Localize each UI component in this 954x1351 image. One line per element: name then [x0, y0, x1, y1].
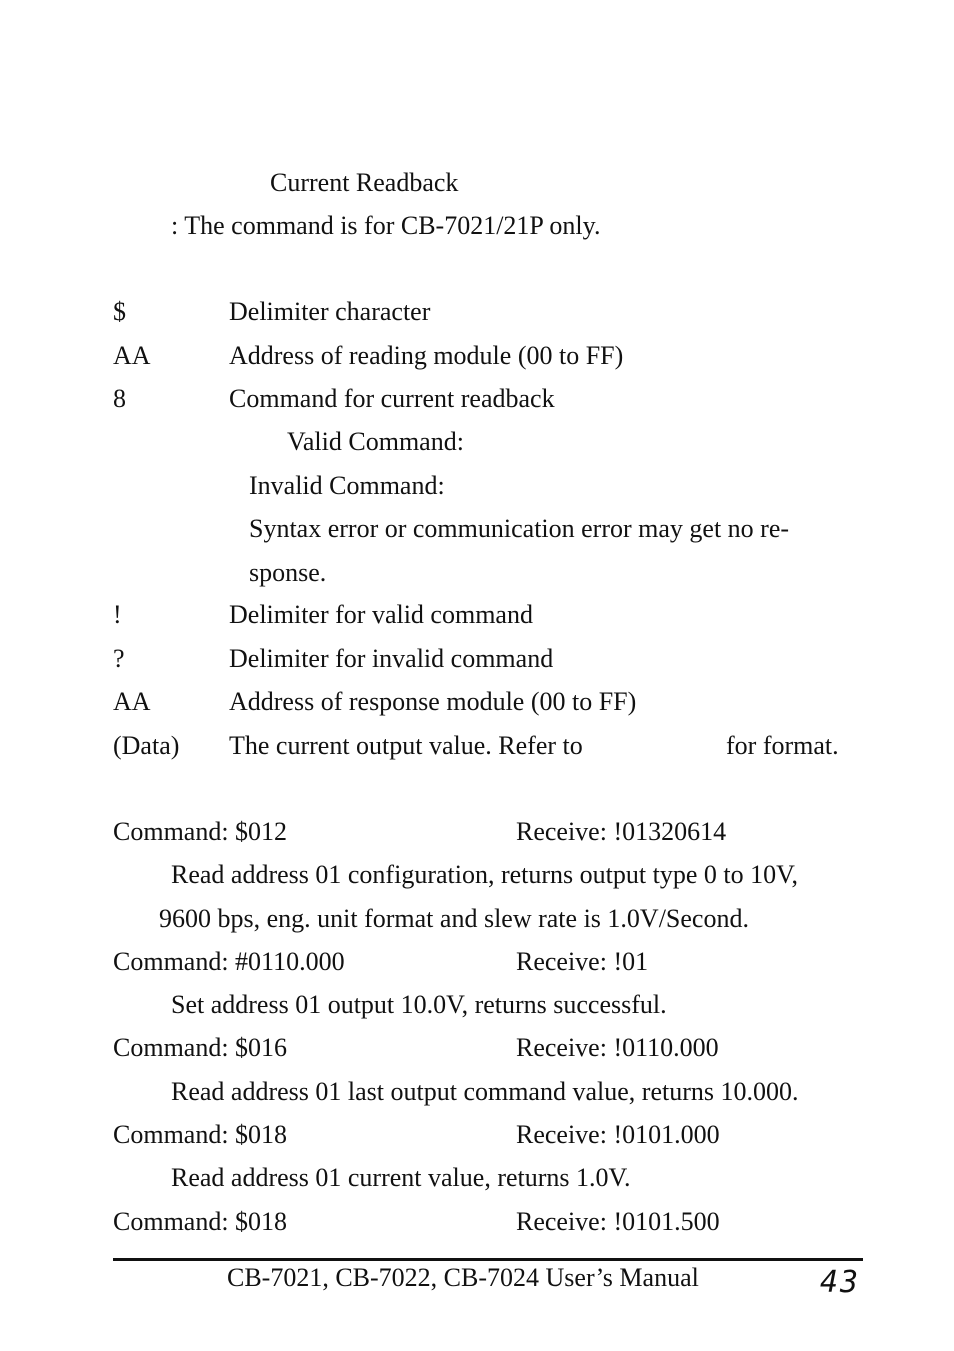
section-note: : The command is for CB-7021/21P only. — [171, 211, 601, 240]
response-symbol-invalid: ? — [113, 644, 125, 673]
example-1-note-2: 9600 bps, eng. unit format and slew rate is 1.0V/Second. — [159, 904, 749, 933]
footer-manual-title: CB-7021, CB-7022, CB-7024 User’s Manual — [227, 1263, 699, 1292]
example-2-command: Command: #0110.000 — [113, 947, 345, 976]
example-1-note-1: Read address 01 configuration, returns output type 0 to 10V, — [171, 860, 799, 889]
page-number: 43 — [820, 1265, 861, 1300]
example-5-command: Command: $018 — [113, 1207, 288, 1236]
syntax-desc-delimiter: Delimiter character — [229, 297, 431, 326]
response-desc-invalid: Delimiter for invalid command — [229, 644, 554, 673]
invalid-command-label: Invalid Command: — [249, 471, 445, 500]
example-3-command: Command: $016 — [113, 1033, 288, 1062]
syntax-desc-address: Address of reading module (00 to FF) — [229, 341, 624, 370]
response-desc-valid: Delimiter for valid command — [229, 600, 533, 629]
example-3-receive: Receive: !0110.000 — [516, 1033, 719, 1062]
error-note-line-1: Syntax error or communication error may get no re- — [249, 514, 790, 543]
response-desc-data-tail: for format. — [726, 731, 839, 760]
valid-command-label: Valid Command: — [287, 427, 464, 456]
response-desc-address: Address of response module (00 to FF) — [229, 687, 637, 716]
response-symbol-address: AA — [113, 687, 151, 716]
syntax-symbol-address: AA — [113, 341, 151, 370]
syntax-desc-command: Command for current readback — [229, 384, 555, 413]
error-note-line-2: sponse. — [249, 558, 327, 587]
syntax-symbol-delimiter: $ — [113, 297, 126, 326]
example-5-receive: Receive: !0101.500 — [516, 1207, 720, 1236]
response-symbol-data: (Data) — [113, 731, 180, 760]
syntax-symbol-command: 8 — [113, 384, 126, 413]
footer-rule — [113, 1258, 863, 1261]
example-4-note-1: Read address 01 current value, returns 1.0V. — [171, 1163, 631, 1192]
section-title: Current Readback — [270, 168, 459, 197]
example-2-note-1: Set address 01 output 10.0V, returns successful. — [171, 990, 667, 1019]
response-desc-data: The current output value. Refer to — [229, 731, 583, 760]
response-symbol-valid: ! — [113, 600, 122, 629]
example-2-receive: Receive: !01 — [516, 947, 649, 976]
example-1-command: Command: $012 — [113, 817, 288, 846]
example-4-receive: Receive: !0101.000 — [516, 1120, 720, 1149]
example-1-receive: Receive: !01320614 — [516, 817, 727, 846]
example-4-command: Command: $018 — [113, 1120, 288, 1149]
example-3-note-1: Read address 01 last output command value, returns 10.000. — [171, 1077, 799, 1106]
